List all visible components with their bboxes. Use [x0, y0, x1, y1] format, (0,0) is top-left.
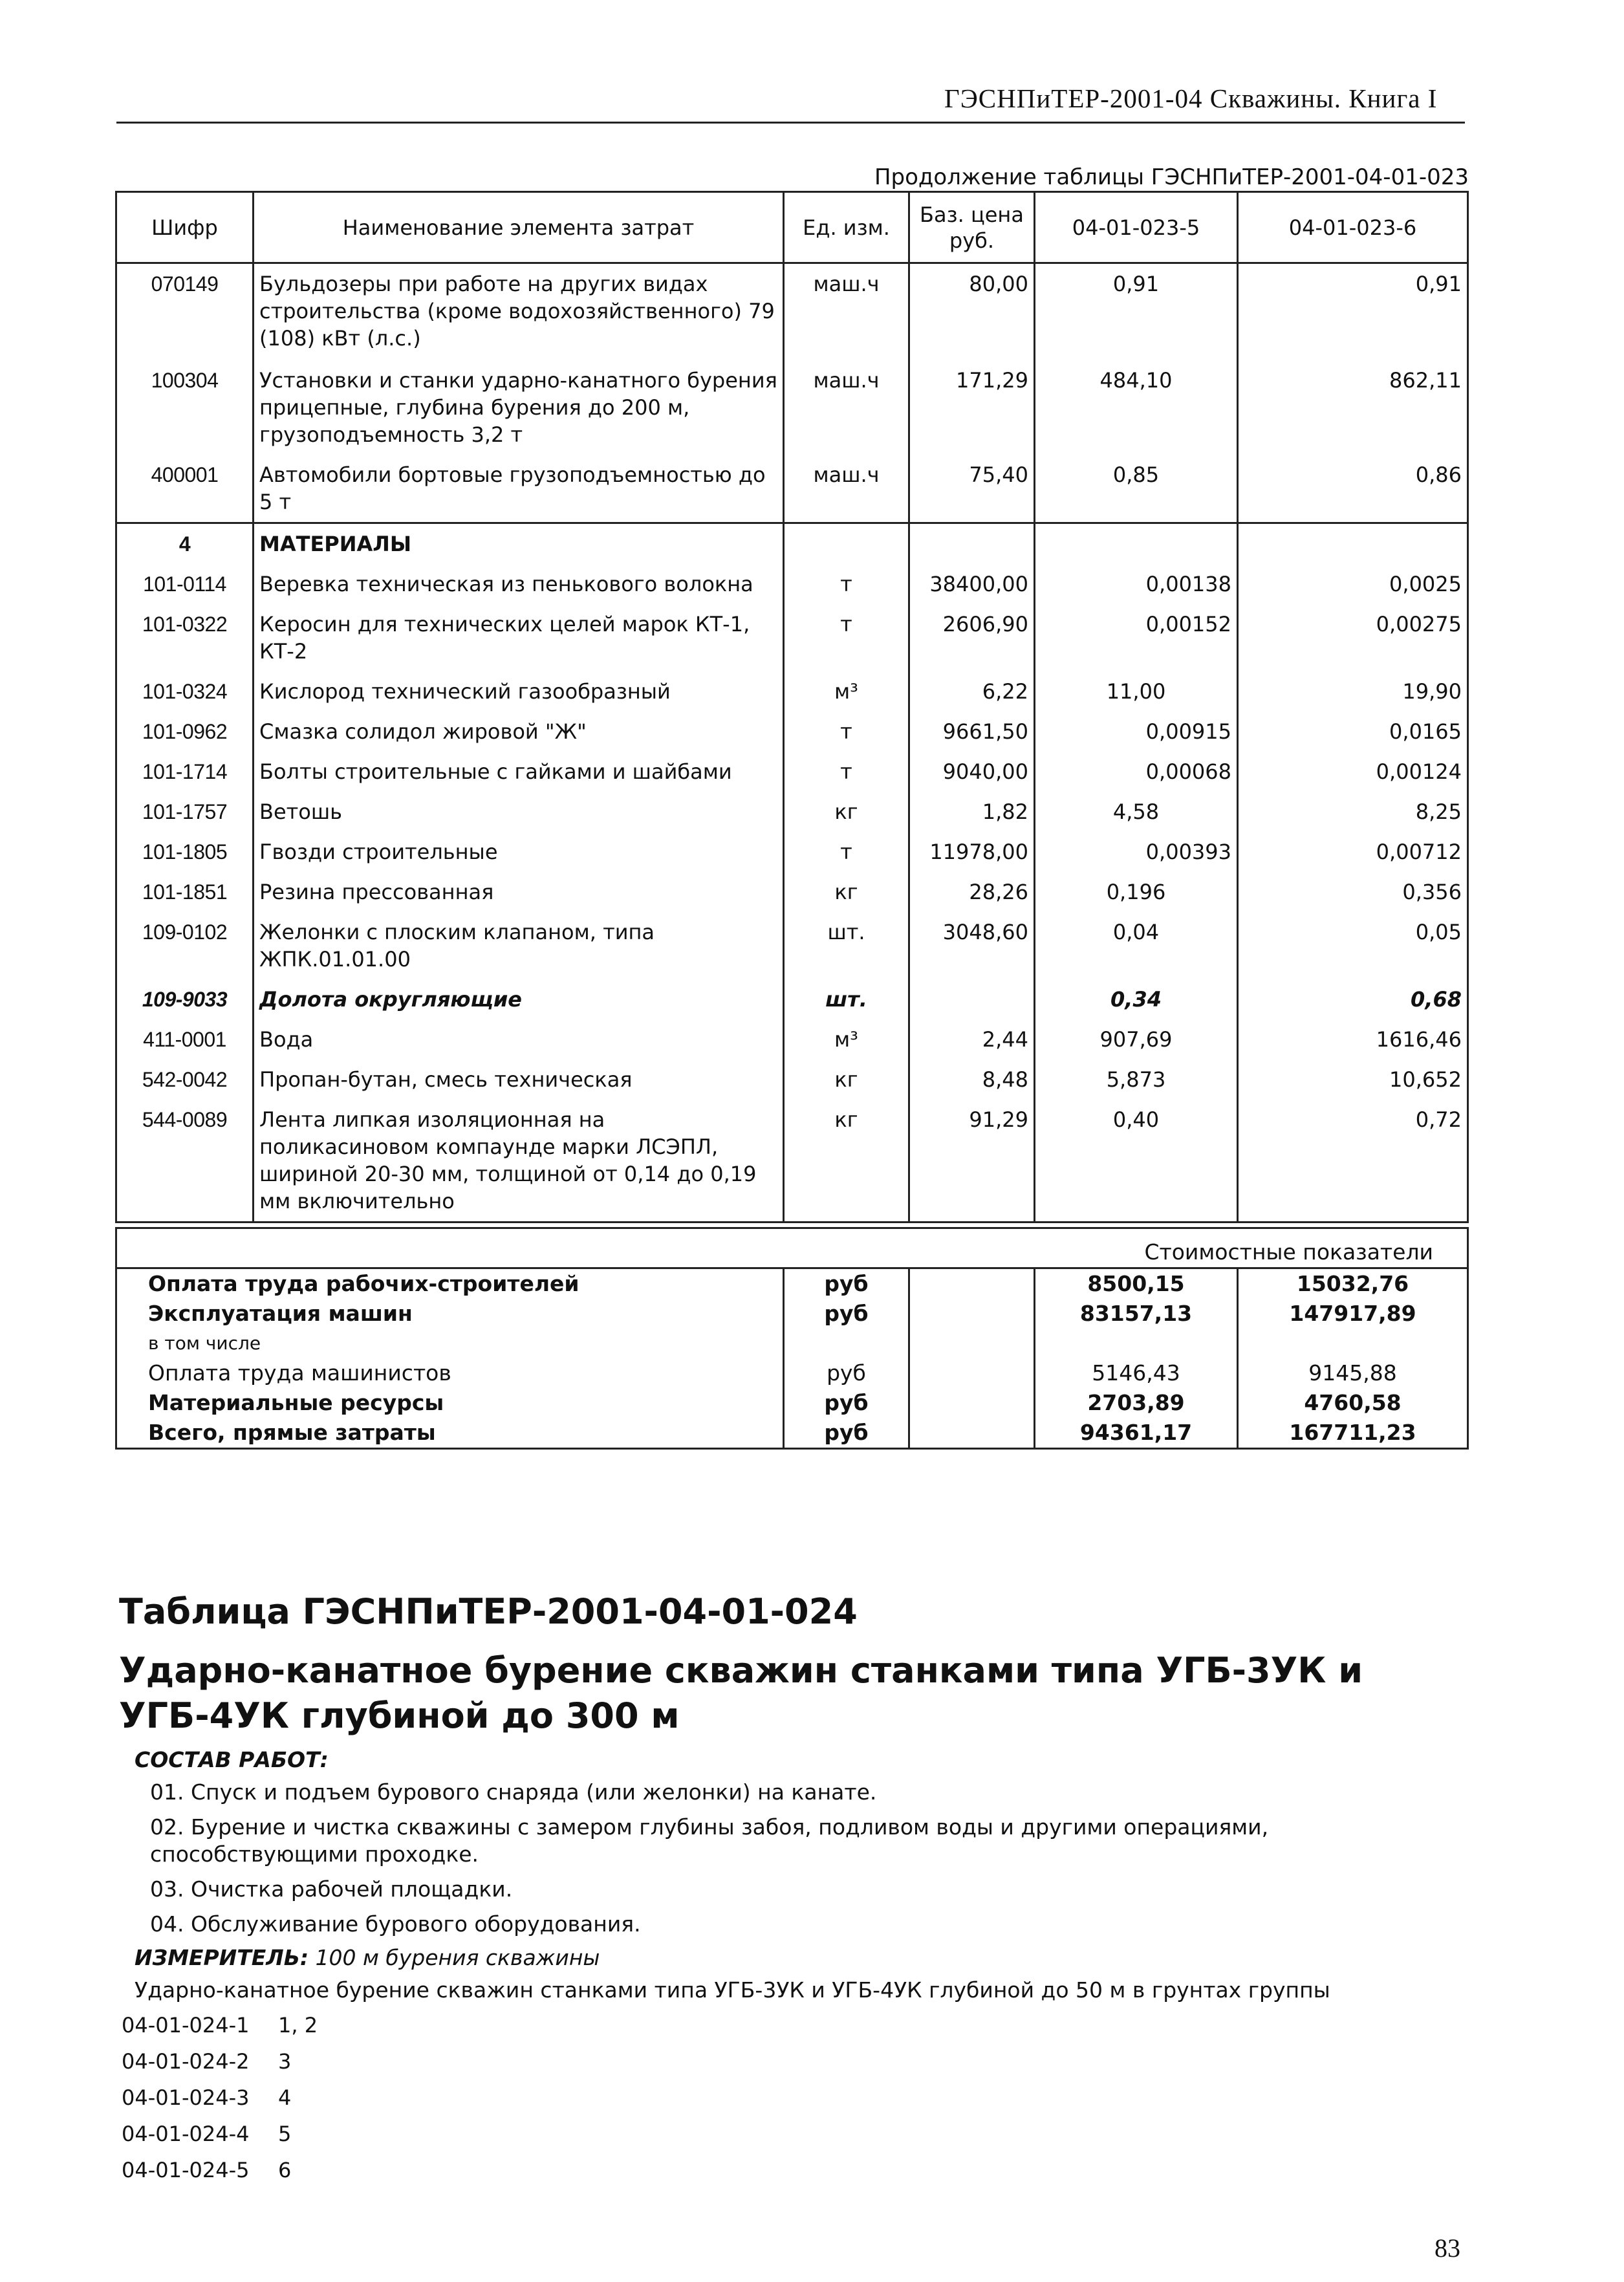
norm-code: 04-01-024-2 — [122, 2049, 250, 2074]
summary-value-6: 147917,89 — [1238, 1299, 1468, 1329]
table-subtitle: Ударно-канатное бурение скважин станками типа УГБ-3УК и УГБ-4УК глубиной до 300 м — [119, 1650, 1363, 1736]
row-code: 109-0102 — [116, 912, 254, 979]
summary-unit: руб — [784, 1358, 909, 1388]
table-row — [116, 604, 1468, 671]
summary-row — [116, 1388, 1468, 1418]
row-value-5: 0,00068 — [1035, 752, 1238, 792]
row-name: Смазка солидол жировой "Ж" — [254, 712, 784, 752]
summary-label: в том числе — [116, 1329, 784, 1358]
row-price: 91,29 — [909, 1100, 1035, 1222]
row-code: 544-0089 — [116, 1100, 254, 1222]
composition-label: СОСТАВ РАБОТ: — [135, 1747, 329, 1772]
row-unit: маш.ч — [784, 360, 909, 455]
summary-value-6: 4760,58 — [1238, 1388, 1468, 1418]
row-unit: т — [784, 564, 909, 604]
row-code: 101-0322 — [116, 604, 254, 671]
row-value-6: 0,91 — [1238, 263, 1468, 360]
row-value-5: 11,00 — [1035, 671, 1238, 712]
meter-value: 100 м бурения скважины — [315, 1945, 600, 1970]
cost-summary — [115, 1227, 1467, 1450]
row-value-5: 0,34 — [1035, 979, 1238, 1019]
summary-unit: руб — [784, 1418, 909, 1449]
row-code: 101-1757 — [116, 792, 254, 832]
row-name: Пропан-бутан, смесь техническая — [254, 1060, 784, 1100]
row-name: Желонки с плоским клапаном, типа ЖПК.01.01.00 — [254, 912, 784, 979]
row-unit: шт. — [784, 912, 909, 979]
summary-row — [116, 1358, 1468, 1388]
row-value-5: 484,10 — [1035, 360, 1238, 455]
row-code: 101-1714 — [116, 752, 254, 792]
work-item: 02. Бурение и чистка скважины с замером глубины забоя, подливом воды и другими операциями, способствующими проходке. — [150, 1814, 1269, 1867]
row-unit: т — [784, 832, 909, 872]
work-item: 03. Очистка рабочей площадки. — [150, 1876, 513, 1902]
soil-group: 6 — [278, 2158, 292, 2182]
row-price: 80,00 — [909, 263, 1035, 360]
row-unit: кг — [784, 1100, 909, 1222]
summary-label: Материальные ресурсы — [116, 1388, 784, 1418]
summary-label: Всего, прямые затраты — [116, 1418, 784, 1449]
section-title: МАТЕРИАЛЫ — [254, 523, 784, 564]
row-name: Установки и станки ударно-канатного бурения прицепные, глубина бурения до 200 м, грузоподъемность 3,2 т — [254, 360, 784, 455]
summary-row — [116, 1329, 1468, 1358]
row-value-6: 0,00124 — [1238, 752, 1468, 792]
col-header-norm-5: 04-01-023-5 — [1035, 192, 1238, 263]
soil-group: 4 — [278, 2085, 292, 2110]
summary-label: Эксплуатация машин — [116, 1299, 784, 1329]
row-value-5: 0,91 — [1035, 263, 1238, 360]
row-value-6: 19,90 — [1238, 671, 1468, 712]
soil-group: 1, 2 — [278, 2013, 318, 2038]
row-price: 9661,50 — [909, 712, 1035, 752]
row-price: 6,22 — [909, 671, 1035, 712]
row-value-5: 0,40 — [1035, 1100, 1238, 1222]
row-price: 3048,60 — [909, 912, 1035, 979]
row-value-5: 0,85 — [1035, 455, 1238, 523]
machine-rows — [116, 263, 1468, 1222]
col-header-unit: Ед. изм. — [784, 192, 909, 263]
materials-section-row — [116, 523, 1468, 564]
row-price: 171,29 — [909, 360, 1035, 455]
table-row — [116, 912, 1468, 979]
summary-value-5: 94361,17 — [1035, 1418, 1238, 1449]
meter-line — [135, 1944, 600, 1972]
running-header: ГЭСНПиТЕР-2001-04 Скважины. Книга I — [944, 83, 1438, 113]
col-header-code: Шифр — [116, 192, 254, 263]
row-price: 8,48 — [909, 1060, 1035, 1100]
row-name: Автомобили бортовые грузоподъемностью до 5 т — [254, 455, 784, 523]
row-unit: шт. — [784, 979, 909, 1019]
table-row — [116, 872, 1468, 912]
row-unit: кг — [784, 872, 909, 912]
row-value-5: 4,58 — [1035, 792, 1238, 832]
col-header-price: Баз. цена руб. — [909, 192, 1035, 263]
row-price: 28,26 — [909, 872, 1035, 912]
row-value-5: 0,00152 — [1035, 604, 1238, 671]
table-row — [116, 979, 1468, 1019]
norm-code: 04-01-024-4 — [122, 2122, 250, 2146]
row-unit: маш.ч — [784, 263, 909, 360]
row-name: Веревка техническая из пенькового волокна — [254, 564, 784, 604]
norm-description: Ударно-канатное бурение скважин станками типа УГБ-3УК и УГБ-4УК глубиной до 50 м в грунтах группы — [135, 1977, 1330, 2003]
row-code: 100304 — [116, 360, 254, 455]
summary-value-5: 83157,13 — [1035, 1299, 1238, 1329]
row-value-5: 0,04 — [1035, 912, 1238, 979]
row-price: 11978,00 — [909, 832, 1035, 872]
row-value-6: 0,05 — [1238, 912, 1468, 979]
col-header-name: Наименование элемента затрат — [254, 192, 784, 263]
continuation-note: Продолжение таблицы ГЭСНПиТЕР-2001-04-01-023 — [874, 164, 1469, 190]
table-row — [116, 1100, 1468, 1222]
summary-row — [116, 1299, 1468, 1329]
table-row — [116, 1019, 1468, 1060]
row-value-6: 0,356 — [1238, 872, 1468, 912]
row-price: 75,40 — [909, 455, 1035, 523]
page-number: 83 — [1435, 2233, 1460, 2263]
row-name: Болты строительные с гайками и шайбами — [254, 752, 784, 792]
col-header-norm-6: 04-01-023-6 — [1238, 192, 1468, 263]
row-code: 400001 — [116, 455, 254, 523]
row-name: Кислород технический газообразный — [254, 671, 784, 712]
row-unit: м³ — [784, 1019, 909, 1060]
row-unit: кг — [784, 1060, 909, 1100]
row-name: Ветошь — [254, 792, 784, 832]
row-price — [909, 979, 1035, 1019]
row-name: Гвозди строительные — [254, 832, 784, 872]
summary-row — [116, 1268, 1468, 1299]
summary-row — [116, 1418, 1468, 1449]
row-value-6: 0,68 — [1238, 979, 1468, 1019]
header-rule — [116, 122, 1465, 124]
norm-code: 04-01-024-3 — [122, 2085, 250, 2110]
meter-label: ИЗМЕРИТЕЛЬ: — [135, 1945, 309, 1970]
soil-group: 5 — [278, 2122, 292, 2146]
summary-label: Оплата труда рабочих-строителей — [116, 1268, 784, 1299]
norm-code: 04-01-024-5 — [122, 2158, 250, 2182]
summary-unit: руб — [784, 1268, 909, 1299]
table-row — [116, 832, 1468, 872]
row-value-5: 0,00138 — [1035, 564, 1238, 604]
row-unit: т — [784, 752, 909, 792]
row-unit: т — [784, 712, 909, 752]
row-value-6: 10,652 — [1238, 1060, 1468, 1100]
row-code: 542-0042 — [116, 1060, 254, 1100]
row-value-5: 5,873 — [1035, 1060, 1238, 1100]
row-value-6: 0,72 — [1238, 1100, 1468, 1222]
table-row — [116, 360, 1468, 455]
row-price: 2606,90 — [909, 604, 1035, 671]
row-unit: кг — [784, 792, 909, 832]
row-name: Вода — [254, 1019, 784, 1060]
soil-group: 3 — [278, 2049, 292, 2074]
norm-code: 04-01-024-1 — [122, 2013, 250, 2038]
row-name: Керосин для технических целей марок КТ-1, КТ-2 — [254, 604, 784, 671]
row-name: Долота округляющие — [254, 979, 784, 1019]
row-value-5: 0,196 — [1035, 872, 1238, 912]
row-unit: маш.ч — [784, 455, 909, 523]
row-code: 101-0324 — [116, 671, 254, 712]
summary-unit: руб — [784, 1388, 909, 1418]
table-row — [116, 263, 1468, 360]
row-value-6: 0,00275 — [1238, 604, 1468, 671]
table-row — [116, 752, 1468, 792]
table-row — [116, 671, 1468, 712]
row-unit: м³ — [784, 671, 909, 712]
row-code: 070149 — [116, 263, 254, 360]
row-value-6: 0,0165 — [1238, 712, 1468, 752]
work-item: 04. Обслуживание бурового оборудования. — [150, 1911, 641, 1937]
row-name: Бульдозеры при работе на других видах строительства (кроме водохозяйственного) 79 (108) кВт (л.с.) — [254, 263, 784, 360]
row-value-6: 0,86 — [1238, 455, 1468, 523]
section-code: 4 — [116, 523, 254, 564]
row-value-6: 8,25 — [1238, 792, 1468, 832]
row-code: 109-9033 — [116, 979, 254, 1019]
summary-value-5: 8500,15 — [1035, 1268, 1238, 1299]
row-value-5: 0,00393 — [1035, 832, 1238, 872]
list-item — [122, 2085, 291, 2110]
table-title: Таблица ГЭСНПиТЕР-2001-04-01-024 — [119, 1591, 858, 1632]
row-value-5: 0,00915 — [1035, 712, 1238, 752]
row-code: 101-1851 — [116, 872, 254, 912]
table-row — [116, 712, 1468, 752]
list-item — [122, 2013, 318, 2038]
table-row — [116, 1060, 1468, 1100]
row-code: 101-1805 — [116, 832, 254, 872]
table-row — [116, 792, 1468, 832]
row-code: 411-0001 — [116, 1019, 254, 1060]
list-item — [122, 2122, 291, 2146]
row-name: Лента липкая изоляционная на поликасиновом компаунде марки ЛСЭПЛ, шириной 20-30 мм, толщиной от 0,14 до 0,19 мм включительно — [254, 1100, 784, 1222]
row-price: 38400,00 — [909, 564, 1035, 604]
row-value-6: 1616,46 — [1238, 1019, 1468, 1060]
resource-table — [115, 191, 1467, 1223]
work-item: 01. Спуск и подъем бурового снаряда (или желонки) на канате. — [150, 1779, 877, 1805]
row-code: 101-0114 — [116, 564, 254, 604]
row-value-6: 0,00712 — [1238, 832, 1468, 872]
row-price: 1,82 — [909, 792, 1035, 832]
summary-value-5: 5146,43 — [1035, 1358, 1238, 1388]
row-name: Резина прессованная — [254, 872, 784, 912]
row-price: 9040,00 — [909, 752, 1035, 792]
row-code: 101-0962 — [116, 712, 254, 752]
summary-label: Оплата труда машинистов — [116, 1358, 784, 1388]
summary-value-6: 9145,88 — [1238, 1358, 1468, 1388]
table-row — [116, 455, 1468, 523]
summary-unit: руб — [784, 1299, 909, 1329]
row-unit: т — [784, 604, 909, 671]
summary-value-6: 167711,23 — [1238, 1418, 1468, 1449]
row-value-6: 862,11 — [1238, 360, 1468, 455]
list-item — [122, 2049, 291, 2074]
row-value-6: 0,0025 — [1238, 564, 1468, 604]
summary-caption: Стоимостные показатели — [1035, 1228, 1468, 1268]
row-value-5: 907,69 — [1035, 1019, 1238, 1060]
table-row — [116, 564, 1468, 604]
list-item — [122, 2158, 291, 2182]
row-price: 2,44 — [909, 1019, 1035, 1060]
summary-value-6: 15032,76 — [1238, 1268, 1468, 1299]
summary-value-5: 2703,89 — [1035, 1388, 1238, 1418]
